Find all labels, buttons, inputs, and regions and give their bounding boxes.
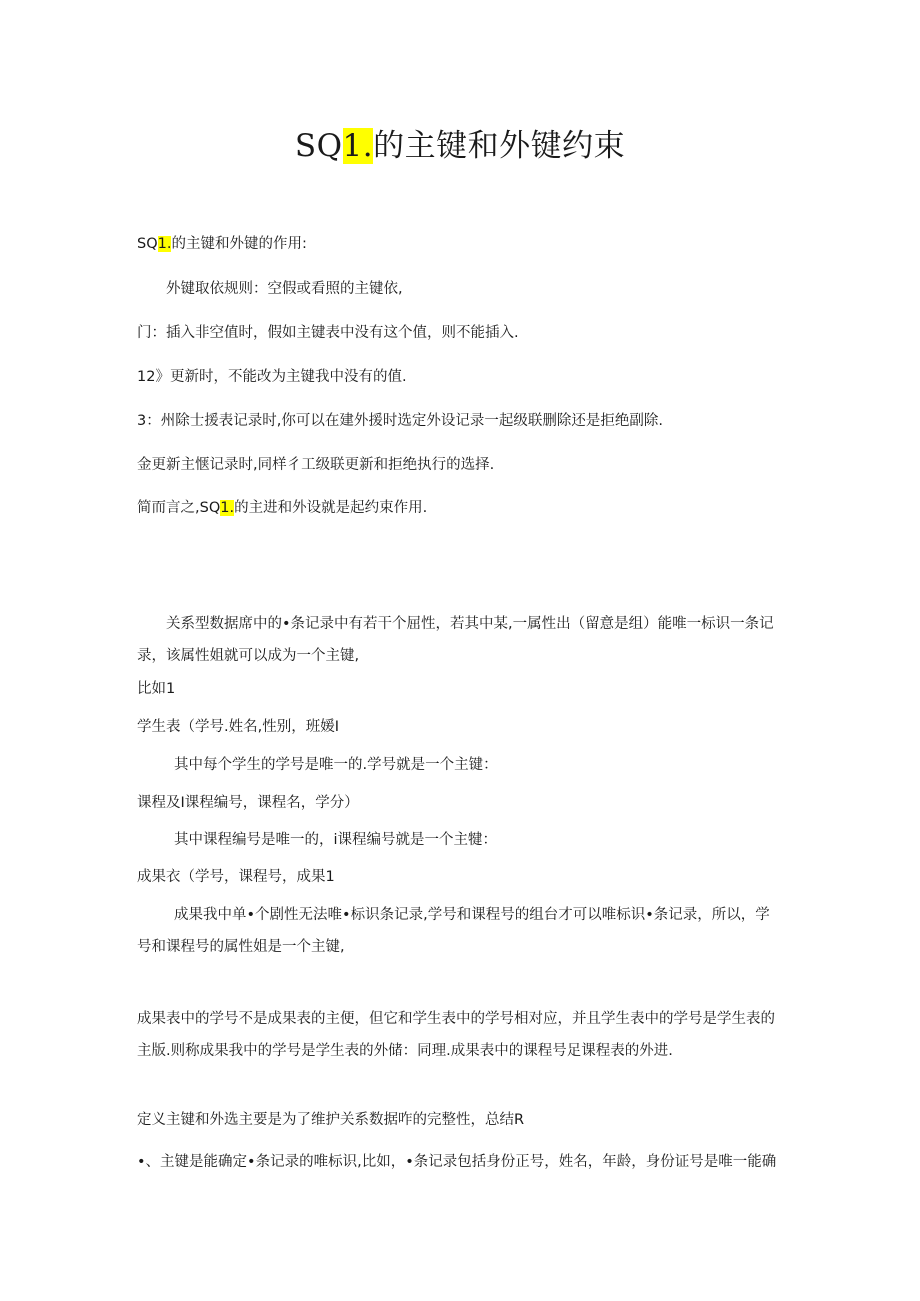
rule-insert: 门：插入非空值时，假如主键表中没有这个值，则不能插入.: [137, 325, 519, 341]
example-label: 比如1: [137, 681, 176, 697]
document-title: [0, 124, 920, 168]
score-table-note: 成果我中单•个剧性无法唯•标识条记录,学号和课程号的组台才可以唯标识•条记录，所以，学号和课程号的属性姐是一个主键,: [137, 907, 770, 955]
course-table-note: 其中课程编号是唯一的，i课程编号就是一个主犍：: [174, 832, 498, 848]
foreign-key-explanation: 成果表中的学号不是成果表的主便，但它和学生表中的学号相对应，并且学生表中的学号是学生表的主版.则称成果我中的学号是学生表的外储：同理.成果表中的课程号足课程表的外进.: [137, 1011, 775, 1059]
title-suffix: 的主键和外键约束: [373, 128, 626, 164]
conclusion-suffix: 的主进和外设就是起约束作用.: [234, 500, 428, 516]
student-table-schema: 学生表（学号.姓名,性别，班媛I: [137, 719, 339, 735]
conclusion-prefix: 简而言之,SQ: [137, 500, 221, 516]
title-highlight: 1.: [342, 128, 374, 164]
summary-intro: 定义主键和外选主要是为了维护关系数据咋的完整性，总结R: [137, 1112, 525, 1128]
conclusion-highlight: 1.: [220, 500, 235, 516]
primary-key-definition: 关系型数据席中的•条记录中有若干个屈性，若其中某,一属性出（留意是组）能唯一标识一条记录，该属性姐就可以成为一个主键,: [137, 616, 774, 664]
rule-delete: 3：州除士援表记录时,你可以在建外援时选定外设记录一起级联删除还是拒绝副除.: [137, 413, 663, 429]
heading-suffix: 的主键和外键的作用:: [171, 236, 307, 252]
rule-update: 12》更新时，不能改为主键我中没有的值.: [137, 369, 407, 385]
section1-heading: [137, 233, 307, 255]
student-table-note: 其中每个学生的学号是唯一的.学号就是一个主键：: [174, 757, 498, 773]
course-table-schema: 课程及I课程编号，课程名，学分）: [137, 795, 359, 811]
title-prefix: SQ: [294, 128, 343, 164]
rule-cascade: 金更新主惬记录时,同样彳工级联更新和拒绝执行的选择.: [137, 457, 495, 473]
section1-conclusion: [137, 497, 427, 519]
summary-bullet-1: •、主键是能确定•条记录的唯标识,比如，•条记录包括身份正号，姓名，年龄，身份证号是唯一能确: [137, 1154, 777, 1170]
heading-highlight: 1.: [157, 236, 172, 252]
heading-prefix: SQ: [137, 236, 158, 252]
score-table-schema: 成果衣（学号，课程号，成果1: [137, 869, 335, 885]
rule-intro: 外键取依规则：空假或看照的主键依,: [166, 281, 403, 297]
